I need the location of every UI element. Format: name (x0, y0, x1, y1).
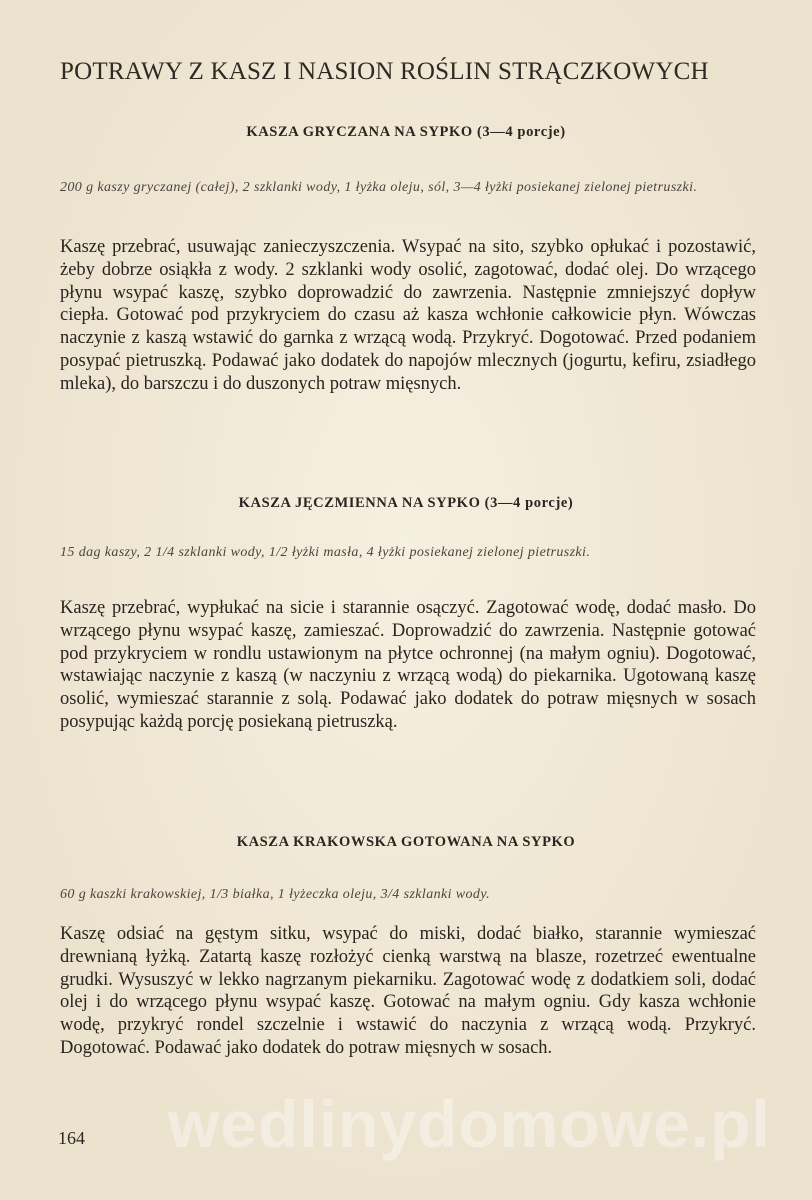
recipe-instructions: Kaszę przebrać, wypłukać na sicie i starannie osączyć. Zagotować wodę, dodać masło. Do wrzącego płynu wsypać kaszę, zamieszać. Doprowadzić do zawrzenia. Następnie gotować pod przykryciem w rondlu ustawionym na płytce ochronnej (na małym ogniu). Dogotować, wstawiając naczynie z kaszą (w naczyniu z wrzącą wodą) do piekarnika. Ugotowaną kaszę osolić, wymieszać starannie z solą. Podawać jako dodatek do potraw mięsnych w sosach posypując każdą porcję posiekaną pietruszką. (60, 598, 756, 732)
recipe-instructions: Kaszę przebrać, usuwając zanieczyszczenia. Wsypać na sito, szybko opłukać i pozostawić, żeby dobrze osiąkła z wody. 2 szklanki wody osolić, zagotować, dodać olej. Do wrzącego płynu wsypać kaszę, szybko doprowadzić do zawrzenia. Następnie zmniejszyć dopływ ciepła. Gotować pod przykryciem do czasu aż kasza wchłonie całkowicie płyn. Wówczas naczynie z kaszą wstawić do garnka z wrzącą wodą. Przykryć. Dogotować. Przed podaniem posypać pietruszką. Podawać jako dodatek do napojów mlecznych (jogurtu, kefiru, zsiadłego mleka), do barszczu i do duszonych potraw mięsnych. (60, 237, 756, 394)
recipe-ingredients: 15 dag kaszy, 2 1/4 szklanki wody, 1/2 łyżki masła, 4 łyżki posiekanej zielonej pietruszki. (60, 545, 591, 560)
recipe-ingredients: 200 g kaszy gryczanej (całej), 2 szklanki wody, 1 łyżka oleju, sól, 3—4 łyżki posiekanej zielonej pietruszki. (60, 180, 698, 195)
recipe-title: KASZA KRAKOWSKA GOTOWANA NA SYPKO (236, 834, 576, 850)
recipe-instructions: Kaszę odsiać na gęstym sitku, wsypać do miski, dodać białko, starannie wymieszać drewnianą łyżką. Zatartą kaszę rozłożyć cienką warstwą na blasze, rozetrzeć ewentualne grudki. Wysuszyć w lekko nagrzanym piekarniku. Zagotować wodę z dodatkiem soli, dodać olej i do wrzącego płynu wsypać kaszę. Gotować na małym ogniu. Gdy kasza wchłonie wodę, przykryć rondel szczelnie i wstawić do naczynia z wrzącą wodą. Przykryć. Dogotować. Podawać jako dodatek do potraw mięsnych w sosach. (60, 924, 756, 1058)
page-title: POTRAWY Z KASZ I NASION ROŚLIN STRĄCZKOWYCH (60, 58, 709, 85)
recipe-ingredients: 60 g kaszki krakowskiej, 1/3 białka, 1 łyżeczka oleju, 3/4 szklanki wody. (60, 887, 491, 902)
page-number: 164 (58, 1128, 85, 1148)
recipe-title: KASZA GRYCZANA NA SYPKO (3—4 porcje) (246, 124, 566, 140)
recipe-title: KASZA JĘCZMIENNA NA SYPKO (3—4 porcje) (238, 495, 574, 511)
watermark: wedlinydomowe.pl (168, 1087, 771, 1161)
